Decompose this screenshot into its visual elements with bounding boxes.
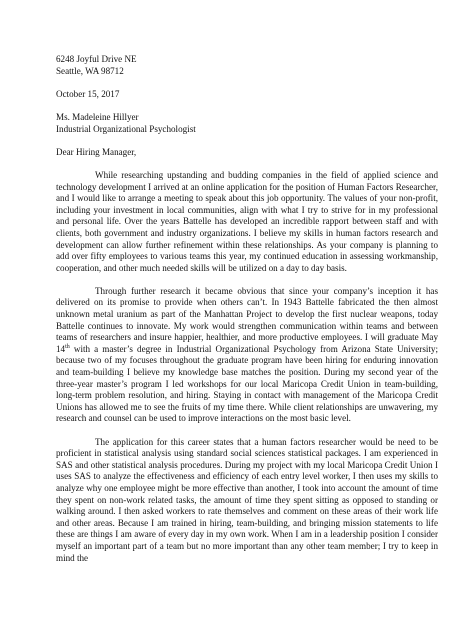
paragraph-2-part-2: with a master’s degree in Industrial Organizational Psychology from Arizona State University; because two of my focuses throughout the graduate program have been hiring for enduring innovation and team-building I believe my knowledge base matches the position. During my second year of the three-year master’s program I led workshops for our local Maricopa Credit Union in team-building, long-term problem resolution, and hiring. Staying in contact with management of the Maricopa Credit Unions has allowed me to see the fruits of my time there. While client relationships are unwavering, my research and counsel can be used to improve interactions on the most basic level. <box>56 343 438 424</box>
sender-address <box>56 54 438 77</box>
body-paragraph-1 <box>56 170 438 274</box>
paragraph-3-text: The application for this career states that a human factors researcher would be need to be proficient in statistical analysis using standard social sciences statistical packages. I am experienced in SAS and other statistical analysis procedures. During my project with my local Maricopa Credit Union I uses SAS to analyze the effectiveness and efficiency of each entry level worker, I then uses my skills to analyze why one employee might be more effective than another, I took into account the amount of time they spent on non-work related tasks, the amount of time they spent sitting as opposed to standing or walking around. I then asked workers to rate themselves and comment on these areas of their work life and other areas. Because I am trained in hiring, team-building, and bringing mission statements to life these are things I am aware of every day in my own work. When I am in a leadership position I consider myself an important part of a team but no more important than any other team member; I try to keep in mind the <box>56 436 438 563</box>
date-text: October 15, 2017 <box>56 88 120 99</box>
body-paragraph-3 <box>56 437 438 565</box>
recipient-address <box>56 112 438 135</box>
recipient-title: Industrial Organizational Psychologist <box>56 123 196 134</box>
salutation <box>56 147 438 159</box>
paragraph-2-part-1: Through further research it became obvious that since your company’s inception it has delivered on its promise to provide when others can’t. In 1943 Battelle fabricated the then almost unknown metal uranium as part of the Manhattan Project to develop the first nuclear weapons, today Battelle continues to innovate. My work would strengthen communication within teams and between teams of researchers and insure happier, healthier, and more productive employees. I will graduate May 14 <box>56 285 438 354</box>
sender-street: 6248 Joyful Drive NE <box>56 54 137 64</box>
paragraph-1-text: While researching upstanding and budding companies in the field of applied science and technology development I arrived at an online application for the position of Human Factors Researcher, and I would like to arrange a meeting to speak about this job opportunity. The values of your non-profit, including your investment in local communities, align with what I try to strive for in my professional and personal life. Over the years Battelle has developed an incredible rapport between staff and with clients, both government and industry organizations. I believe my skills in human factors research and development can allow further refinement within these relationships. As your company is planning to add over fifty employees to various teams this year, my continued education in assessing workmanship, cooperation, and other much needed skills will be utilized on a day to day basis. <box>56 169 438 273</box>
ordinal-suffix: th <box>65 343 70 350</box>
recipient-name: Ms. Madeleine Hillyer <box>56 111 139 122</box>
letter-date <box>56 89 438 101</box>
letter-page <box>56 54 438 564</box>
salutation-text: Dear Hiring Manager, <box>56 146 137 157</box>
paragraph-2-text <box>56 286 438 425</box>
body-paragraph-2 <box>56 286 438 425</box>
sender-city: Seattle, WA 98712 <box>56 65 124 76</box>
